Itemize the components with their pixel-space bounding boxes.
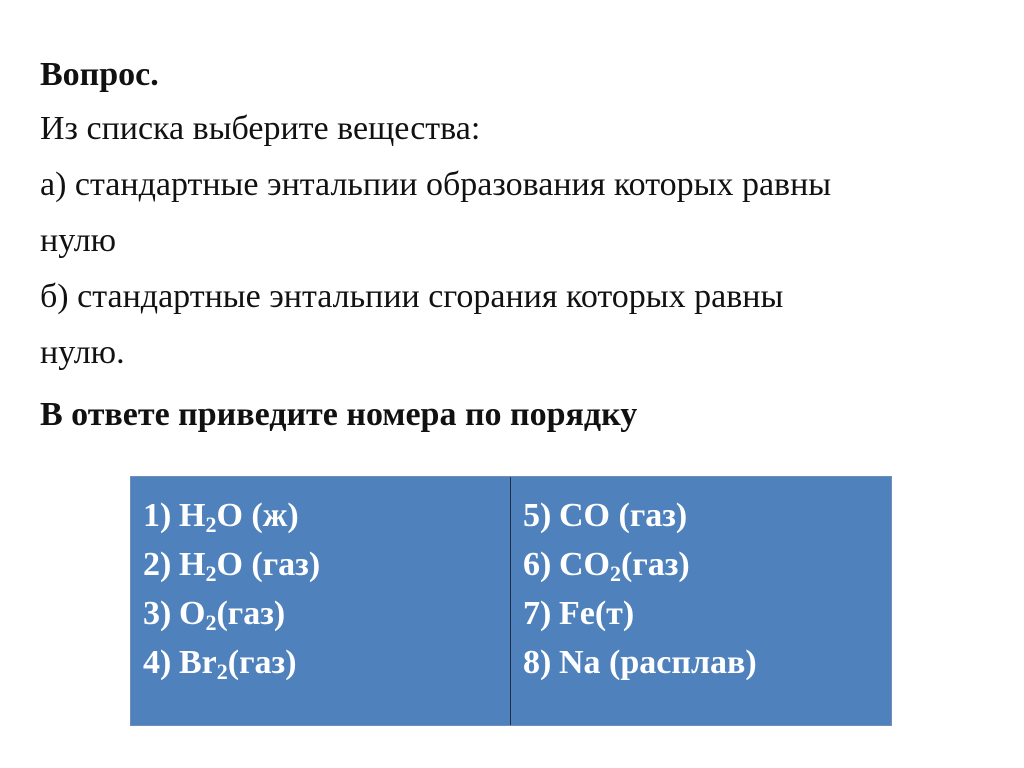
item-number: 1) [143, 497, 172, 534]
formula-part: (газ) [621, 546, 690, 583]
question-heading: Вопрос. [40, 56, 159, 93]
substance-item [143, 638, 510, 687]
formula-subscript: 2 [216, 659, 228, 684]
formula-subscript: 2 [205, 610, 217, 635]
formula-part: CO (газ) [559, 497, 688, 534]
substance-item [523, 589, 891, 638]
question-intro: Из списка выберите вещества: [40, 110, 481, 147]
formula-part: CO [559, 546, 610, 583]
formula-subscript: 2 [610, 561, 621, 586]
substance-item [143, 540, 510, 589]
item-number: 2) [143, 546, 172, 583]
substance-item [523, 491, 891, 540]
item-number: 6) [523, 546, 552, 583]
formula-part: Br [179, 644, 217, 681]
part-a-line-2: нулю [40, 222, 117, 259]
formula-part: (газ) [227, 644, 297, 681]
formula-part: (газ) [216, 595, 286, 632]
question-block [40, 55, 990, 435]
substances-table [130, 476, 892, 726]
substance-item [523, 540, 891, 589]
formula-part: O [179, 595, 206, 632]
formula-part: O (ж) [216, 497, 299, 534]
item-number: 4) [143, 644, 172, 681]
formula-part: O (газ) [216, 546, 321, 583]
part-b-line-2: нулю. [40, 334, 125, 371]
item-number: 8) [523, 644, 552, 681]
item-number: 3) [143, 595, 172, 632]
formula-part: H [179, 497, 206, 534]
formula-part: H [179, 546, 206, 583]
substances-column-left [131, 477, 511, 725]
part-a-line-1: а) стандартные энтальпии образования которых равны [40, 166, 832, 203]
substance-item [523, 638, 891, 687]
substances-column-right [511, 477, 891, 725]
answer-instruction: В ответе приведите номера по порядку [40, 396, 638, 433]
formula-subscript: 2 [205, 512, 217, 537]
item-number: 7) [523, 595, 552, 632]
substance-item [143, 589, 510, 638]
formula-subscript: 2 [205, 561, 217, 586]
part-b-line-1: б) стандартные энтальпии сгорания которых равны [40, 278, 784, 315]
substance-item [143, 491, 510, 540]
formula-part: Fe(т) [559, 595, 635, 632]
item-number: 5) [523, 497, 552, 534]
formula-part: Na (расплав) [559, 644, 757, 681]
